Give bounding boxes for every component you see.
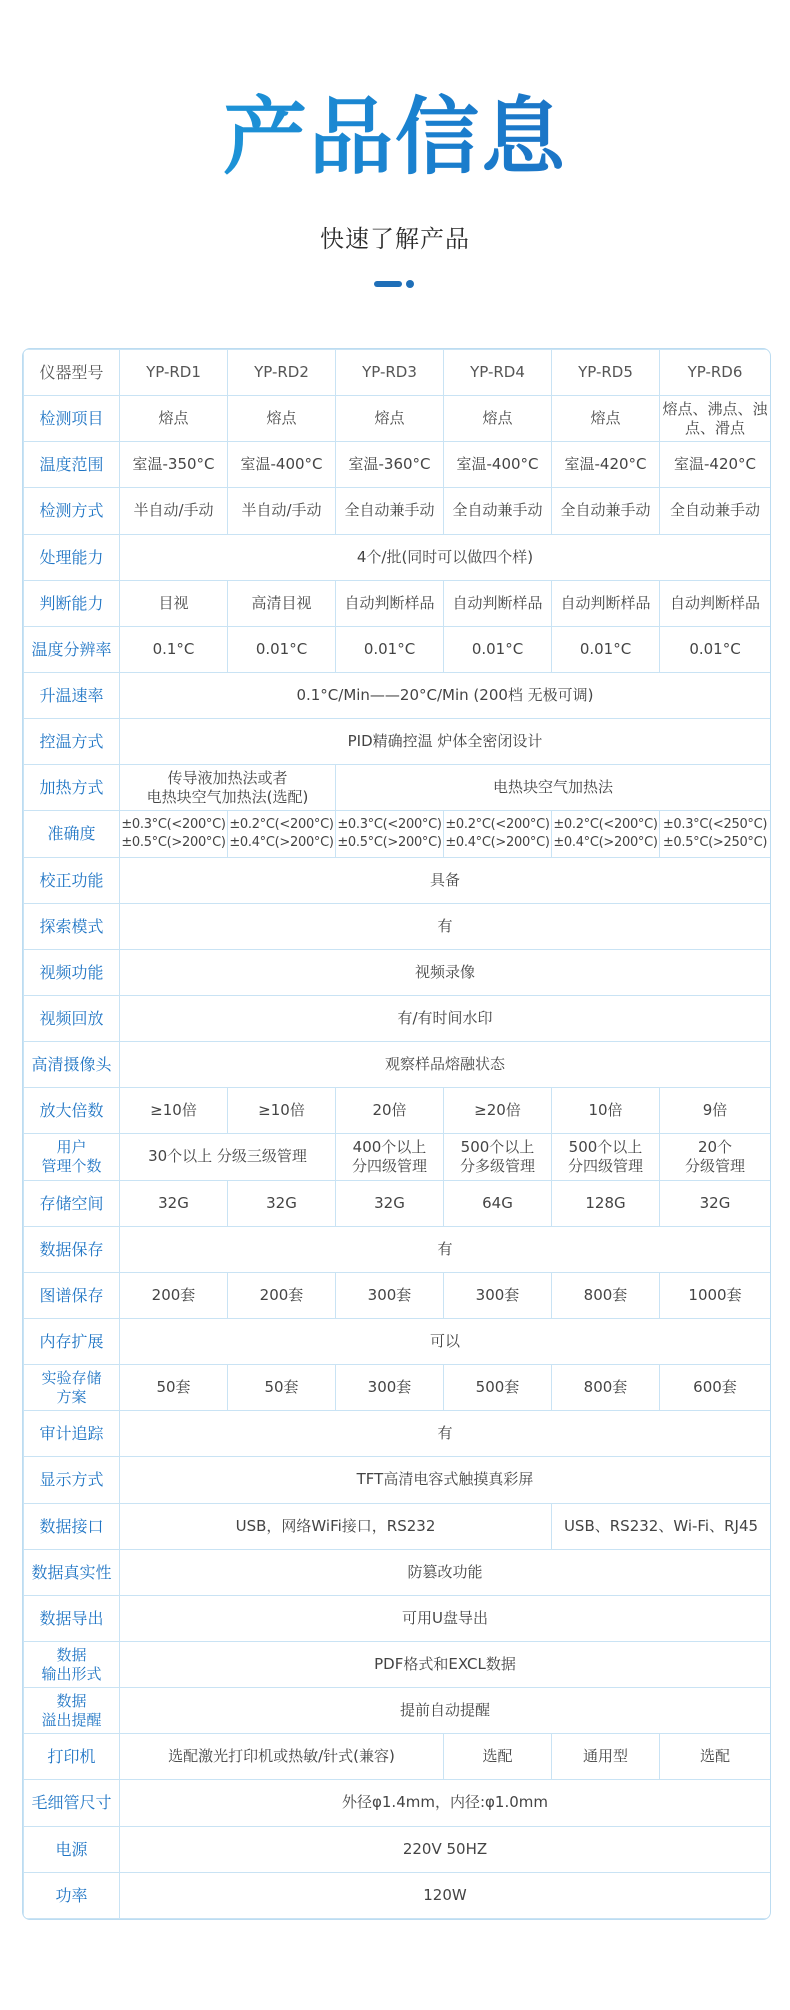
table-cell: 可用U盘导出 <box>120 1595 771 1641</box>
table-cell: 32G <box>336 1180 444 1226</box>
table-cell: 全自动兼手动 <box>552 488 660 534</box>
table-cell: 32G <box>660 1180 771 1226</box>
table-row <box>24 442 771 488</box>
table-row <box>24 811 771 857</box>
table-cell: 半自动/手动 <box>120 488 228 534</box>
table-cell: 30个以上 分级三级管理 <box>120 1134 336 1180</box>
table-cell: 有 <box>120 1226 771 1272</box>
table-row <box>24 1318 771 1364</box>
row-header: 校正功能 <box>24 857 120 903</box>
table-cell: 20个 分级管理 <box>660 1134 771 1180</box>
table-cell: 室温-360°C <box>336 442 444 488</box>
row-header: 高清摄像头 <box>24 1042 120 1088</box>
table-cell: 可以 <box>120 1318 771 1364</box>
row-header: 功率 <box>24 1872 120 1918</box>
table-cell: 全自动兼手动 <box>444 488 552 534</box>
table-cell: 熔点 <box>552 396 660 442</box>
row-header: 加热方式 <box>24 765 120 811</box>
table-cell: 半自动/手动 <box>228 488 336 534</box>
row-header: 数据保存 <box>24 1226 120 1272</box>
table-row <box>24 765 771 811</box>
table-row <box>24 1365 771 1411</box>
row-header: 实验存储 方案 <box>24 1365 120 1411</box>
row-header: 仪器型号 <box>24 350 120 396</box>
model-cell: YP-RD5 <box>552 350 660 396</box>
table-cell: 300套 <box>336 1272 444 1318</box>
table-cell: 50套 <box>228 1365 336 1411</box>
table-cell: 0.01°C <box>228 626 336 672</box>
table-cell: ±0.2°C(<200°C) ±0.4°C(>200°C) <box>444 811 552 857</box>
table-row <box>24 1180 771 1226</box>
table-cell: 32G <box>120 1180 228 1226</box>
table-cell: 800套 <box>552 1365 660 1411</box>
table-cell: 500个以上 分多级管理 <box>444 1134 552 1180</box>
row-header: 显示方式 <box>24 1457 120 1503</box>
table-cell: 自动判断样品 <box>552 580 660 626</box>
table-cell: 4个/批(同时可以做四个样) <box>120 534 771 580</box>
table-cell: 120W <box>120 1872 771 1918</box>
table-cell: ±0.3°C(<250°C) ±0.5°C(>250°C) <box>660 811 771 857</box>
row-header: 控温方式 <box>24 719 120 765</box>
table-cell: 9倍 <box>660 1088 771 1134</box>
table-cell: ±0.3°C(<200°C) ±0.5°C(>200°C) <box>336 811 444 857</box>
table-row <box>24 857 771 903</box>
table-row <box>24 1134 771 1180</box>
table-cell: 300套 <box>336 1365 444 1411</box>
table-row <box>24 1826 771 1872</box>
table-row <box>24 1688 771 1734</box>
table-cell: ±0.2°C(<200°C) ±0.4°C(>200°C) <box>552 811 660 857</box>
row-header: 检测项目 <box>24 396 120 442</box>
table-cell: 熔点 <box>336 396 444 442</box>
table-cell: 500套 <box>444 1365 552 1411</box>
table-cell: 室温-400°C <box>444 442 552 488</box>
table-cell: 高清目视 <box>228 580 336 626</box>
table-cell: 熔点、沸点、浊点、滑点 <box>660 396 771 442</box>
table-cell: 64G <box>444 1180 552 1226</box>
table-cell: ±0.2°C(<200°C) ±0.4°C(>200°C) <box>228 811 336 857</box>
table-cell: ±0.3°C(<200°C) ±0.5°C(>200°C) <box>120 811 228 857</box>
page-subtitle: 快速了解产品 <box>320 225 470 253</box>
table-row <box>24 672 771 718</box>
table-cell: 熔点 <box>444 396 552 442</box>
row-header: 升温速率 <box>24 672 120 718</box>
table-cell: 220V 50HZ <box>120 1826 771 1872</box>
table-cell: 熔点 <box>120 396 228 442</box>
table-cell: 0.01°C <box>336 626 444 672</box>
table-cell: 观察样品熔融状态 <box>120 1042 771 1088</box>
table-row <box>24 1042 771 1088</box>
model-cell: YP-RD3 <box>336 350 444 396</box>
table-cell: 传导液加热法或者 电热块空气加热法(选配) <box>120 765 336 811</box>
table-row <box>24 580 771 626</box>
row-header: 处理能力 <box>24 534 120 580</box>
table-cell: 有 <box>120 903 771 949</box>
table-cell: 0.1°C <box>120 626 228 672</box>
table-cell: ≥10倍 <box>228 1088 336 1134</box>
table-row <box>24 1226 771 1272</box>
row-header: 判断能力 <box>24 580 120 626</box>
table-cell: 自动判断样品 <box>660 580 771 626</box>
model-cell: YP-RD1 <box>120 350 228 396</box>
table-cell: 具备 <box>120 857 771 903</box>
table-cell: 800套 <box>552 1272 660 1318</box>
table-cell: 400个以上 分四级管理 <box>336 1134 444 1180</box>
model-cell: YP-RD6 <box>660 350 771 396</box>
table-cell: 32G <box>228 1180 336 1226</box>
page-title: 产品信息 <box>0 82 790 192</box>
table-cell: 选配 <box>660 1734 771 1780</box>
table-row <box>24 1780 771 1826</box>
table-cell: 0.01°C <box>660 626 771 672</box>
table-row <box>24 995 771 1041</box>
table-cell: 20倍 <box>336 1088 444 1134</box>
table-row <box>24 1734 771 1780</box>
table-cell: 自动判断样品 <box>336 580 444 626</box>
table-cell: 防篡改功能 <box>120 1549 771 1595</box>
table-cell: 500个以上 分四级管理 <box>552 1134 660 1180</box>
table-cell: 128G <box>552 1180 660 1226</box>
table-cell: 选配 <box>444 1734 552 1780</box>
table-cell: 自动判断样品 <box>444 580 552 626</box>
row-header: 毛细管尺寸 <box>24 1780 120 1826</box>
table-cell: 室温-420°C <box>660 442 771 488</box>
table-cell: 200套 <box>120 1272 228 1318</box>
table-cell: ≥20倍 <box>444 1088 552 1134</box>
table-cell: 全自动兼手动 <box>336 488 444 534</box>
row-header: 用户 管理个数 <box>24 1134 120 1180</box>
row-header: 视频功能 <box>24 949 120 995</box>
row-header: 内存扩展 <box>24 1318 120 1364</box>
row-header: 图谱保存 <box>24 1272 120 1318</box>
table-cell: 提前自动提醒 <box>120 1688 771 1734</box>
table-cell: 0.1°C/Min——20°C/Min (200档 无极可调) <box>120 672 771 718</box>
table-cell: 50套 <box>120 1365 228 1411</box>
row-header: 准确度 <box>24 811 120 857</box>
table-cell: TFT高清电容式触摸真彩屏 <box>120 1457 771 1503</box>
table-row <box>24 1503 771 1549</box>
row-header: 数据真实性 <box>24 1549 120 1595</box>
row-header: 数据 输出形式 <box>24 1641 120 1687</box>
divider-bar <box>374 281 402 287</box>
row-header: 探索模式 <box>24 903 120 949</box>
table-row <box>24 1272 771 1318</box>
table-cell: 熔点 <box>228 396 336 442</box>
table-cell: 0.01°C <box>552 626 660 672</box>
row-header: 温度范围 <box>24 442 120 488</box>
table-cell: USB，网络WiFi接口，RS232 <box>120 1503 552 1549</box>
table-cell: PID精确控温 炉体全密闭设计 <box>120 719 771 765</box>
table-cell: 600套 <box>660 1365 771 1411</box>
table-cell: ≥10倍 <box>120 1088 228 1134</box>
table-cell: 选配激光打印机或热敏/针式(兼容) <box>120 1734 444 1780</box>
table-cell: 室温-420°C <box>552 442 660 488</box>
row-header: 视频回放 <box>24 995 120 1041</box>
table-row <box>24 903 771 949</box>
title-divider <box>374 279 414 289</box>
table-cell: 目视 <box>120 580 228 626</box>
table-cell: 有/有时间水印 <box>120 995 771 1041</box>
table-cell: USB、RS232、Wi-Fi、RJ45 <box>552 1503 771 1549</box>
table-row <box>24 949 771 995</box>
spec-table <box>23 349 771 1919</box>
table-cell: 有 <box>120 1411 771 1457</box>
table-row <box>24 488 771 534</box>
row-header: 审计追踪 <box>24 1411 120 1457</box>
table-cell: 0.01°C <box>444 626 552 672</box>
row-header: 数据 溢出提醒 <box>24 1688 120 1734</box>
row-header: 存储空间 <box>24 1180 120 1226</box>
model-cell: YP-RD4 <box>444 350 552 396</box>
row-header: 检测方式 <box>24 488 120 534</box>
table-row <box>24 1549 771 1595</box>
table-cell: 200套 <box>228 1272 336 1318</box>
row-header: 放大倍数 <box>24 1088 120 1134</box>
table-cell: 1000套 <box>660 1272 771 1318</box>
model-cell: YP-RD2 <box>228 350 336 396</box>
spec-table-body <box>24 350 771 1919</box>
spec-table-container <box>22 348 771 1920</box>
table-row <box>24 1872 771 1918</box>
table-row <box>24 396 771 442</box>
table-cell: 300套 <box>444 1272 552 1318</box>
table-cell: 电热块空气加热法 <box>336 765 771 811</box>
row-header: 温度分辨率 <box>24 626 120 672</box>
table-cell: 室温-350°C <box>120 442 228 488</box>
table-row <box>24 1595 771 1641</box>
table-row <box>24 1411 771 1457</box>
table-row <box>24 1641 771 1687</box>
table-row <box>24 626 771 672</box>
row-header: 电源 <box>24 1826 120 1872</box>
table-cell: 外径φ1.4mm，内径:φ1.0mm <box>120 1780 771 1826</box>
table-row <box>24 719 771 765</box>
row-header: 打印机 <box>24 1734 120 1780</box>
table-cell: 10倍 <box>552 1088 660 1134</box>
table-cell: 室温-400°C <box>228 442 336 488</box>
table-cell: PDF格式和EXCL数据 <box>120 1641 771 1687</box>
table-row <box>24 1088 771 1134</box>
table-header-row <box>24 350 771 396</box>
table-cell: 视频录像 <box>120 949 771 995</box>
table-cell: 全自动兼手动 <box>660 488 771 534</box>
divider-dot <box>406 280 414 288</box>
row-header: 数据导出 <box>24 1595 120 1641</box>
table-row <box>24 534 771 580</box>
table-row <box>24 1457 771 1503</box>
table-cell: 通用型 <box>552 1734 660 1780</box>
row-header: 数据接口 <box>24 1503 120 1549</box>
